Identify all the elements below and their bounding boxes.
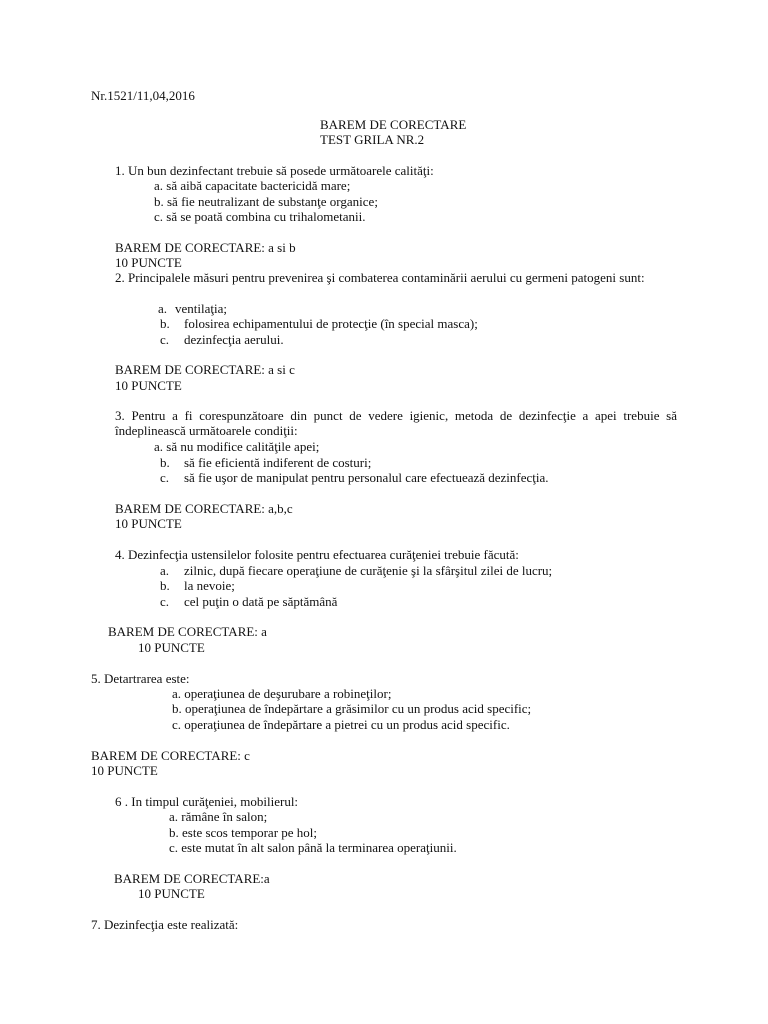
- q1-points: 10 PUNCTE: [115, 255, 182, 270]
- q4-option-b-text: la nevoie;: [184, 578, 235, 593]
- question-5: 5. Detartrarea este:: [91, 671, 190, 686]
- document-subtitle: TEST GRILA NR.2: [320, 132, 425, 147]
- q2-option-b-text: folosirea echipamentului de protecţie (în special masca);: [184, 316, 478, 331]
- document-number: Nr.1521/11,04,2016: [91, 88, 195, 103]
- q4-option-a-letter: a.: [160, 563, 170, 578]
- q4-option-b-letter: b.: [160, 578, 170, 593]
- q4-option-a-text: zilnic, după fiecare operaţiune de curăţenie şi la sfârşitul zilei de lucru;: [184, 563, 553, 578]
- question-2: 2. Principalele măsuri pentru prevenirea şi combaterea contaminării aerului cu germeni patogeni sunt:: [115, 270, 645, 285]
- q1-option-c: c. să se poată combina cu trihalometanii.: [154, 209, 366, 224]
- q3-option-a: a. să nu modifice calităţile apei;: [154, 439, 320, 454]
- q3-option-c-letter: c.: [160, 470, 170, 485]
- question-7: 7. Dezinfecţia este realizată:: [91, 917, 239, 932]
- q3-points: 10 PUNCTE: [115, 516, 182, 531]
- q1-option-a: a. să aibă capacitate bactericidă mare;: [154, 178, 351, 193]
- q3-option-c-text: să fie uşor de manipulat pentru personalul care efectuează dezinfecţia.: [184, 470, 549, 485]
- q6-points: 10 PUNCTE: [138, 886, 205, 901]
- q1-answer: BAREM DE CORECTARE: a si b: [115, 240, 296, 255]
- q2-points: 10 PUNCTE: [115, 378, 182, 393]
- q2-answer: BAREM DE CORECTARE: a si c: [115, 362, 295, 377]
- q4-points: 10 PUNCTE: [138, 640, 205, 655]
- question-4: 4. Dezinfecţia ustensilelor folosite pentru efectuarea curăţeniei trebuie făcută:: [115, 547, 519, 562]
- q5-option-a: a. operaţiunea de deşurubare a robineţilor;: [172, 686, 392, 701]
- q2-option-a-letter: a.: [158, 301, 168, 316]
- q3-option-b-text: să fie eficientă indiferent de costuri;: [184, 455, 372, 470]
- q2-option-a-text: ventilaţia;: [175, 301, 227, 316]
- q2-option-c-text: dezinfecţia aerului.: [184, 332, 284, 347]
- q6-answer: BAREM DE CORECTARE:a: [114, 871, 270, 886]
- q5-points: 10 PUNCTE: [91, 763, 158, 778]
- q3-answer: BAREM DE CORECTARE: a,b,c: [115, 501, 293, 516]
- q2-option-b-letter: b.: [160, 316, 170, 331]
- document-title: BAREM DE CORECTARE: [320, 117, 467, 132]
- question-1: 1. Un bun dezinfectant trebuie să posede următoarele calităţi:: [115, 163, 434, 178]
- q3-option-b-letter: b.: [160, 455, 170, 470]
- q6-option-b: b. este scos temporar pe hol;: [169, 825, 318, 840]
- q6-option-a: a. rămâne în salon;: [169, 809, 268, 824]
- q4-option-c-text: cel puţin o dată pe săptămână: [184, 594, 338, 609]
- q1-option-b: b. să fie neutralizant de substanţe organice;: [154, 194, 378, 209]
- question-6: 6 . In timpul curăţeniei, mobilierul:: [115, 794, 299, 809]
- q2-option-c-letter: c.: [160, 332, 170, 347]
- q5-option-c: c. operaţiunea de îndepărtare a pietrei cu un produs acid specific.: [172, 717, 510, 732]
- q5-option-b: b. operaţiunea de îndepărtare a grăsimilor cu un produs acid specific;: [172, 701, 532, 716]
- question-3: 3. Pentru a fi corespunzătoare din punct de vedere igienic, metoda de dezinfecţie a apei trebuie să îndeplinească următoarele condiţii:: [115, 408, 677, 438]
- q4-option-c-letter: c.: [160, 594, 170, 609]
- q5-answer: BAREM DE CORECTARE: c: [91, 748, 250, 763]
- q4-answer: BAREM DE CORECTARE: a: [108, 624, 267, 639]
- q6-option-c: c. este mutat în alt salon până la terminarea operaţiunii.: [169, 840, 457, 855]
